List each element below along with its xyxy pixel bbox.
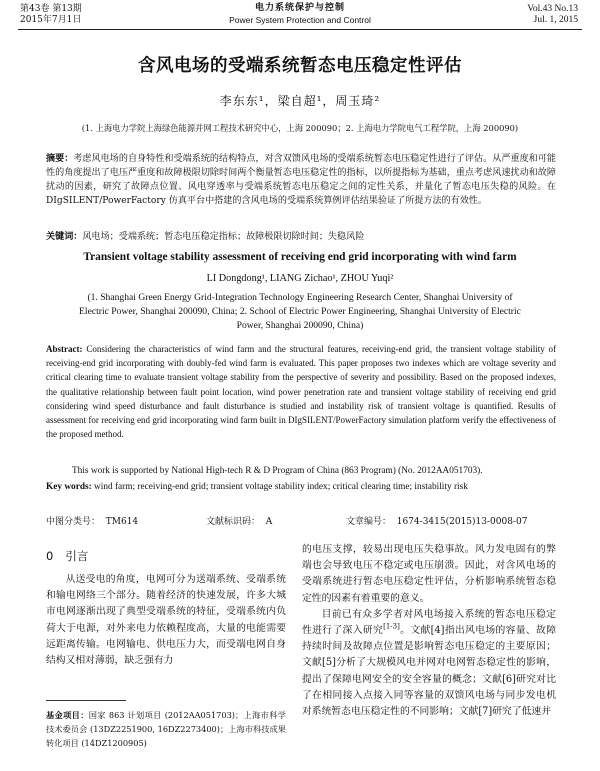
keywords-cn [46, 230, 556, 244]
citation: [1-3] [383, 622, 400, 631]
keywords-en [46, 482, 566, 492]
header-vol-issue-cn: 第43卷 第13期 [20, 4, 82, 14]
affiliation-cn: (1. 上海电力学院上海绿色能源并网工程技术研究中心，上海 200090；2. 上海电力学院电气工程学院，上海 200090) [81, 123, 519, 133]
abstract-en-text: Considering the characteristics of wind farm and the structural features, receiving-end grid, the transient voltage stability of receiving-end grid incorporating with doubly-fed wind farm is evaluated. This paper proposes two indexes which are voltage severity and critical clearing time to evaluate transient voltage stability from the perspective of severity and possibility. Based on the proposed indexes, the qualitative relationship between fault point location, wind power penetration rate and transient voltage stability of receiving end grid considering wind speed disturbance and fault disturbance is studied and instability risk of transient voltage is quantified. Results of assessment for receiving end grid incorporating wind farm built in DIgSILENT/PowerFactory simulation platform verify the effectiveness of the proposed method. [46, 344, 557, 440]
abstract-cn-text: 考虑风电场的自身特性和受端系统的结构特点，对含双馈风电场的受端系统暂态电压稳定性进行了评估。从严重度和可能性的角度提出了电压严重度和故障极限切除时间两个衡量暂态电压稳定性的指标，以所提指标为基础，重点考虑风速扰动和故障扰动的因素，研究了故障点位置、风电穿透率与受端系统暂态电压稳定之间的定性关系，并量化了暂态电压失稳的风险。在 DIgSILENT/PowerFactory 仿真平台中搭建的含风电场的受端系统算例评估结果验证了所提方法的有效性。 [46, 154, 556, 206]
paper-title-en: Transient voltage stability assessment of receiving end grid incorporating with wind farm [83, 251, 517, 263]
keywords-cn-text: 风电场；受端系统；暂态电压稳定指标；故障极限切除时间；失稳风险 [82, 232, 365, 242]
paragraph: 从送受电的角度，电网可分为送端系统、受端系统和输电网络三个部分。随着经济的快速发展，许多大城市电网逐渐出现了典型受端系统的特征，受端系统内负荷大于电源，对外来电力依赖程度高，大量的电能需要远距离传输。电网输电、供电压力大，而受端电网自身结构又相对薄弱，缺乏强有力 [46, 574, 286, 667]
funding-footnote [46, 708, 286, 750]
header-date-en: Jul. 1, 2015 [533, 15, 578, 25]
section-heading [46, 548, 88, 564]
abstract-cn [46, 152, 556, 208]
header-journal-cn: 电力系统保护与控制 [254, 3, 345, 13]
footnote-divider [46, 700, 126, 701]
abstract-en-label: Abstract: [46, 344, 83, 354]
paper-title-cn: 含风电场的受端系统暂态电压稳定性评估 [138, 56, 462, 76]
paragraph: 的电压支撑，较易出现电压失稳事故。风力发电固有的弊端也会导致电压不稳定或电压崩溃。因此，对含风电场的受端系统进行暂态电压稳定性评估，分析影响系统暂态稳定性的因素有着重要的意义。 [302, 544, 556, 604]
section-number: 0 [46, 549, 54, 563]
header-journal-en: Power System Protection and Control [229, 15, 371, 25]
document-code: 文献标识码： A [206, 517, 273, 527]
paragraph: 目前已有众多学者对风电场接入系统的暂态电压稳定性进行了深入研究[1-3]。文献[4]指出风电场的容量、故障持续时间及故障点位置是影响暂态电压稳定的主要原因；文献[5]分析了大规模风电并网对电网暂态稳定性的影响，提出了保障电网安全的安全容量的概念；文献[6]研究对比了在相同接入点接入同等容量的双馈风电场与同步发电机对系统暂态电压稳定性的不同影响；文献[7]研究了低速并 [302, 608, 556, 718]
clc-number: 中图分类号： TM614 [46, 517, 139, 527]
affiliation-en: (1. Shanghai Green Energy Grid-Integration Technology Engineering Research Center, Shanghai University of Electric Power, Shanghai 200090, China; 2. School of Electric Power Engineering, Shanghai University of Electric Power, Shanghai 200090, China) [79, 292, 521, 331]
abstract-cn-label: 摘要： [46, 154, 74, 164]
authors-en: LI Dongdong¹, LIANG Zichao¹, ZHOU Yuqi² [206, 273, 394, 284]
section-title: 引言 [65, 549, 89, 563]
footnote-label: 基金项目： [46, 710, 89, 720]
keywords-en-text: wind farm; receiving-end grid; transient voltage stability index; critical clearing time; instability risk [94, 482, 468, 492]
header-vol-issue-en: Vol.43 No.13 [527, 4, 578, 14]
footnote-text: 国家 863 计划项目 (2012AA051703)；上海市科学技术委员会 (13DZ2251900, 16DZ2273400)；上海市科技成果转化项目 (14DZ1200905) [46, 710, 286, 748]
funding-statement-en: This work is supported by National High-tech R & D Program of China (863 Program) (No. 2012AA051703). [72, 466, 483, 476]
header-divider [18, 29, 582, 30]
header-date-cn: 2015年7月1日 [20, 15, 82, 25]
running-header [0, 0, 600, 28]
abstract-en [46, 342, 556, 441]
body-column-right [302, 542, 556, 720]
authors-cn: 李东东¹，梁自超¹，周玉琦² [219, 94, 381, 108]
keywords-en-label: Key words: [46, 482, 92, 492]
article-number: 文章编号： 1674-3415(2015)13-0008-07 [346, 517, 528, 527]
keywords-cn-label: 关键词： [46, 232, 83, 242]
body-column-left [46, 572, 286, 669]
